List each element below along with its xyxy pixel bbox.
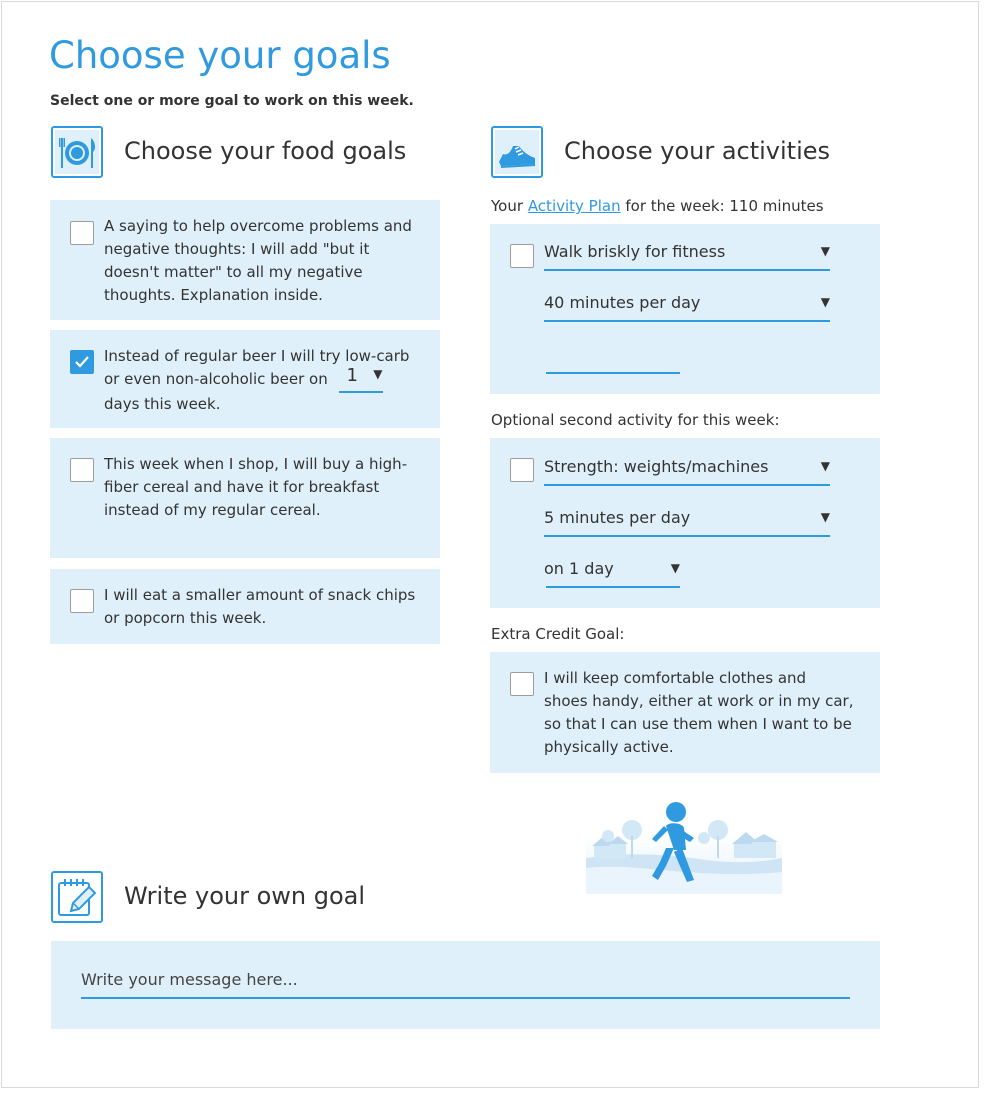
second-duration-select[interactable] xyxy=(544,510,830,537)
primary-activity-card xyxy=(490,224,880,394)
dropdown-arrow-icon: ▼ xyxy=(820,459,830,473)
dropdown-arrow-icon: ▼ xyxy=(373,367,383,381)
days-select[interactable] xyxy=(339,365,383,393)
dropdown-arrow-icon: ▼ xyxy=(820,244,830,258)
activity-plan-line xyxy=(491,197,824,215)
food-goal-card xyxy=(50,200,440,320)
primary-activity-select[interactable] xyxy=(544,244,830,271)
running-shoe-icon xyxy=(491,126,543,178)
notepad-pen-icon xyxy=(51,871,103,923)
food-goal-text: I will eat a smaller amount of snack chips or popcorn this week. xyxy=(104,586,416,627)
second-activity-select[interactable] xyxy=(544,459,830,486)
dropdown-arrow-icon: ▼ xyxy=(670,561,680,575)
own-goal-message-input[interactable] xyxy=(81,961,850,999)
primary-days-select[interactable] xyxy=(546,347,680,374)
second-duration-value: 5 minutes per day xyxy=(544,508,691,527)
extra-credit-label: Extra Credit Goal: xyxy=(491,625,625,643)
food-goal-checkbox[interactable] xyxy=(70,350,94,374)
food-goal-checkbox[interactable] xyxy=(70,458,94,482)
second-activity-label: Optional second activity for this week: xyxy=(491,411,780,429)
plan-prefix: Your xyxy=(491,197,524,215)
plate-utensils-icon xyxy=(51,126,103,178)
activities-title: Choose your activities xyxy=(564,137,831,165)
food-goal-text-after: days this week. xyxy=(104,395,221,413)
primary-activity-checkbox[interactable] xyxy=(510,244,534,268)
second-activity-value: Strength: weights/machines xyxy=(544,457,769,476)
primary-duration-value: 40 minutes per day xyxy=(544,293,701,312)
food-goals-title: Choose your food goals xyxy=(124,137,407,165)
days-select-value: 1 xyxy=(346,365,358,386)
second-activity-checkbox[interactable] xyxy=(510,458,534,482)
food-goal-checkbox[interactable] xyxy=(70,221,94,245)
food-goal-card xyxy=(50,569,440,644)
food-goal-checkbox[interactable] xyxy=(70,589,94,613)
walking-person-illustration xyxy=(586,796,782,894)
primary-activity-value: Walk briskly for fitness xyxy=(544,242,726,261)
food-goal-card xyxy=(50,330,440,428)
second-days-select[interactable] xyxy=(546,561,680,588)
primary-duration-select[interactable] xyxy=(544,295,830,322)
own-goal-title: Write your own goal xyxy=(124,882,366,910)
activity-plan-link[interactable]: Activity Plan xyxy=(527,197,621,215)
extra-credit-text: I will keep comfortable clothes and shoes handy, either at work or in my car, so that I can use them when I want to be physically active. xyxy=(544,669,854,756)
second-activity-card xyxy=(490,438,880,608)
food-goal-text: This week when I shop, I will buy a high-fiber cereal and have it for breakfast instead of my regular cereal. xyxy=(104,455,408,519)
food-goal-text-before: Instead of regular beer I will try low-carb or even non-alcoholic beer on xyxy=(104,347,410,388)
extra-credit-card xyxy=(490,652,880,773)
dropdown-arrow-icon: ▼ xyxy=(820,295,830,309)
food-goal-text: A saying to help overcome problems and negative thoughts: I will add "but it doesn't matter" to all my negative thoughts. Explanation inside. xyxy=(104,217,412,304)
food-goal-card xyxy=(50,438,440,558)
second-days-value: on 1 day xyxy=(544,559,614,578)
page-subtitle: Select one or more goal to work on this week. xyxy=(50,93,414,109)
page-title: Choose your goals xyxy=(49,34,391,77)
dropdown-arrow-icon: ▼ xyxy=(820,510,830,524)
extra-credit-checkbox[interactable] xyxy=(510,672,534,696)
food-goal-text xyxy=(104,345,424,416)
plan-suffix: for the week: 110 minutes xyxy=(625,197,824,215)
